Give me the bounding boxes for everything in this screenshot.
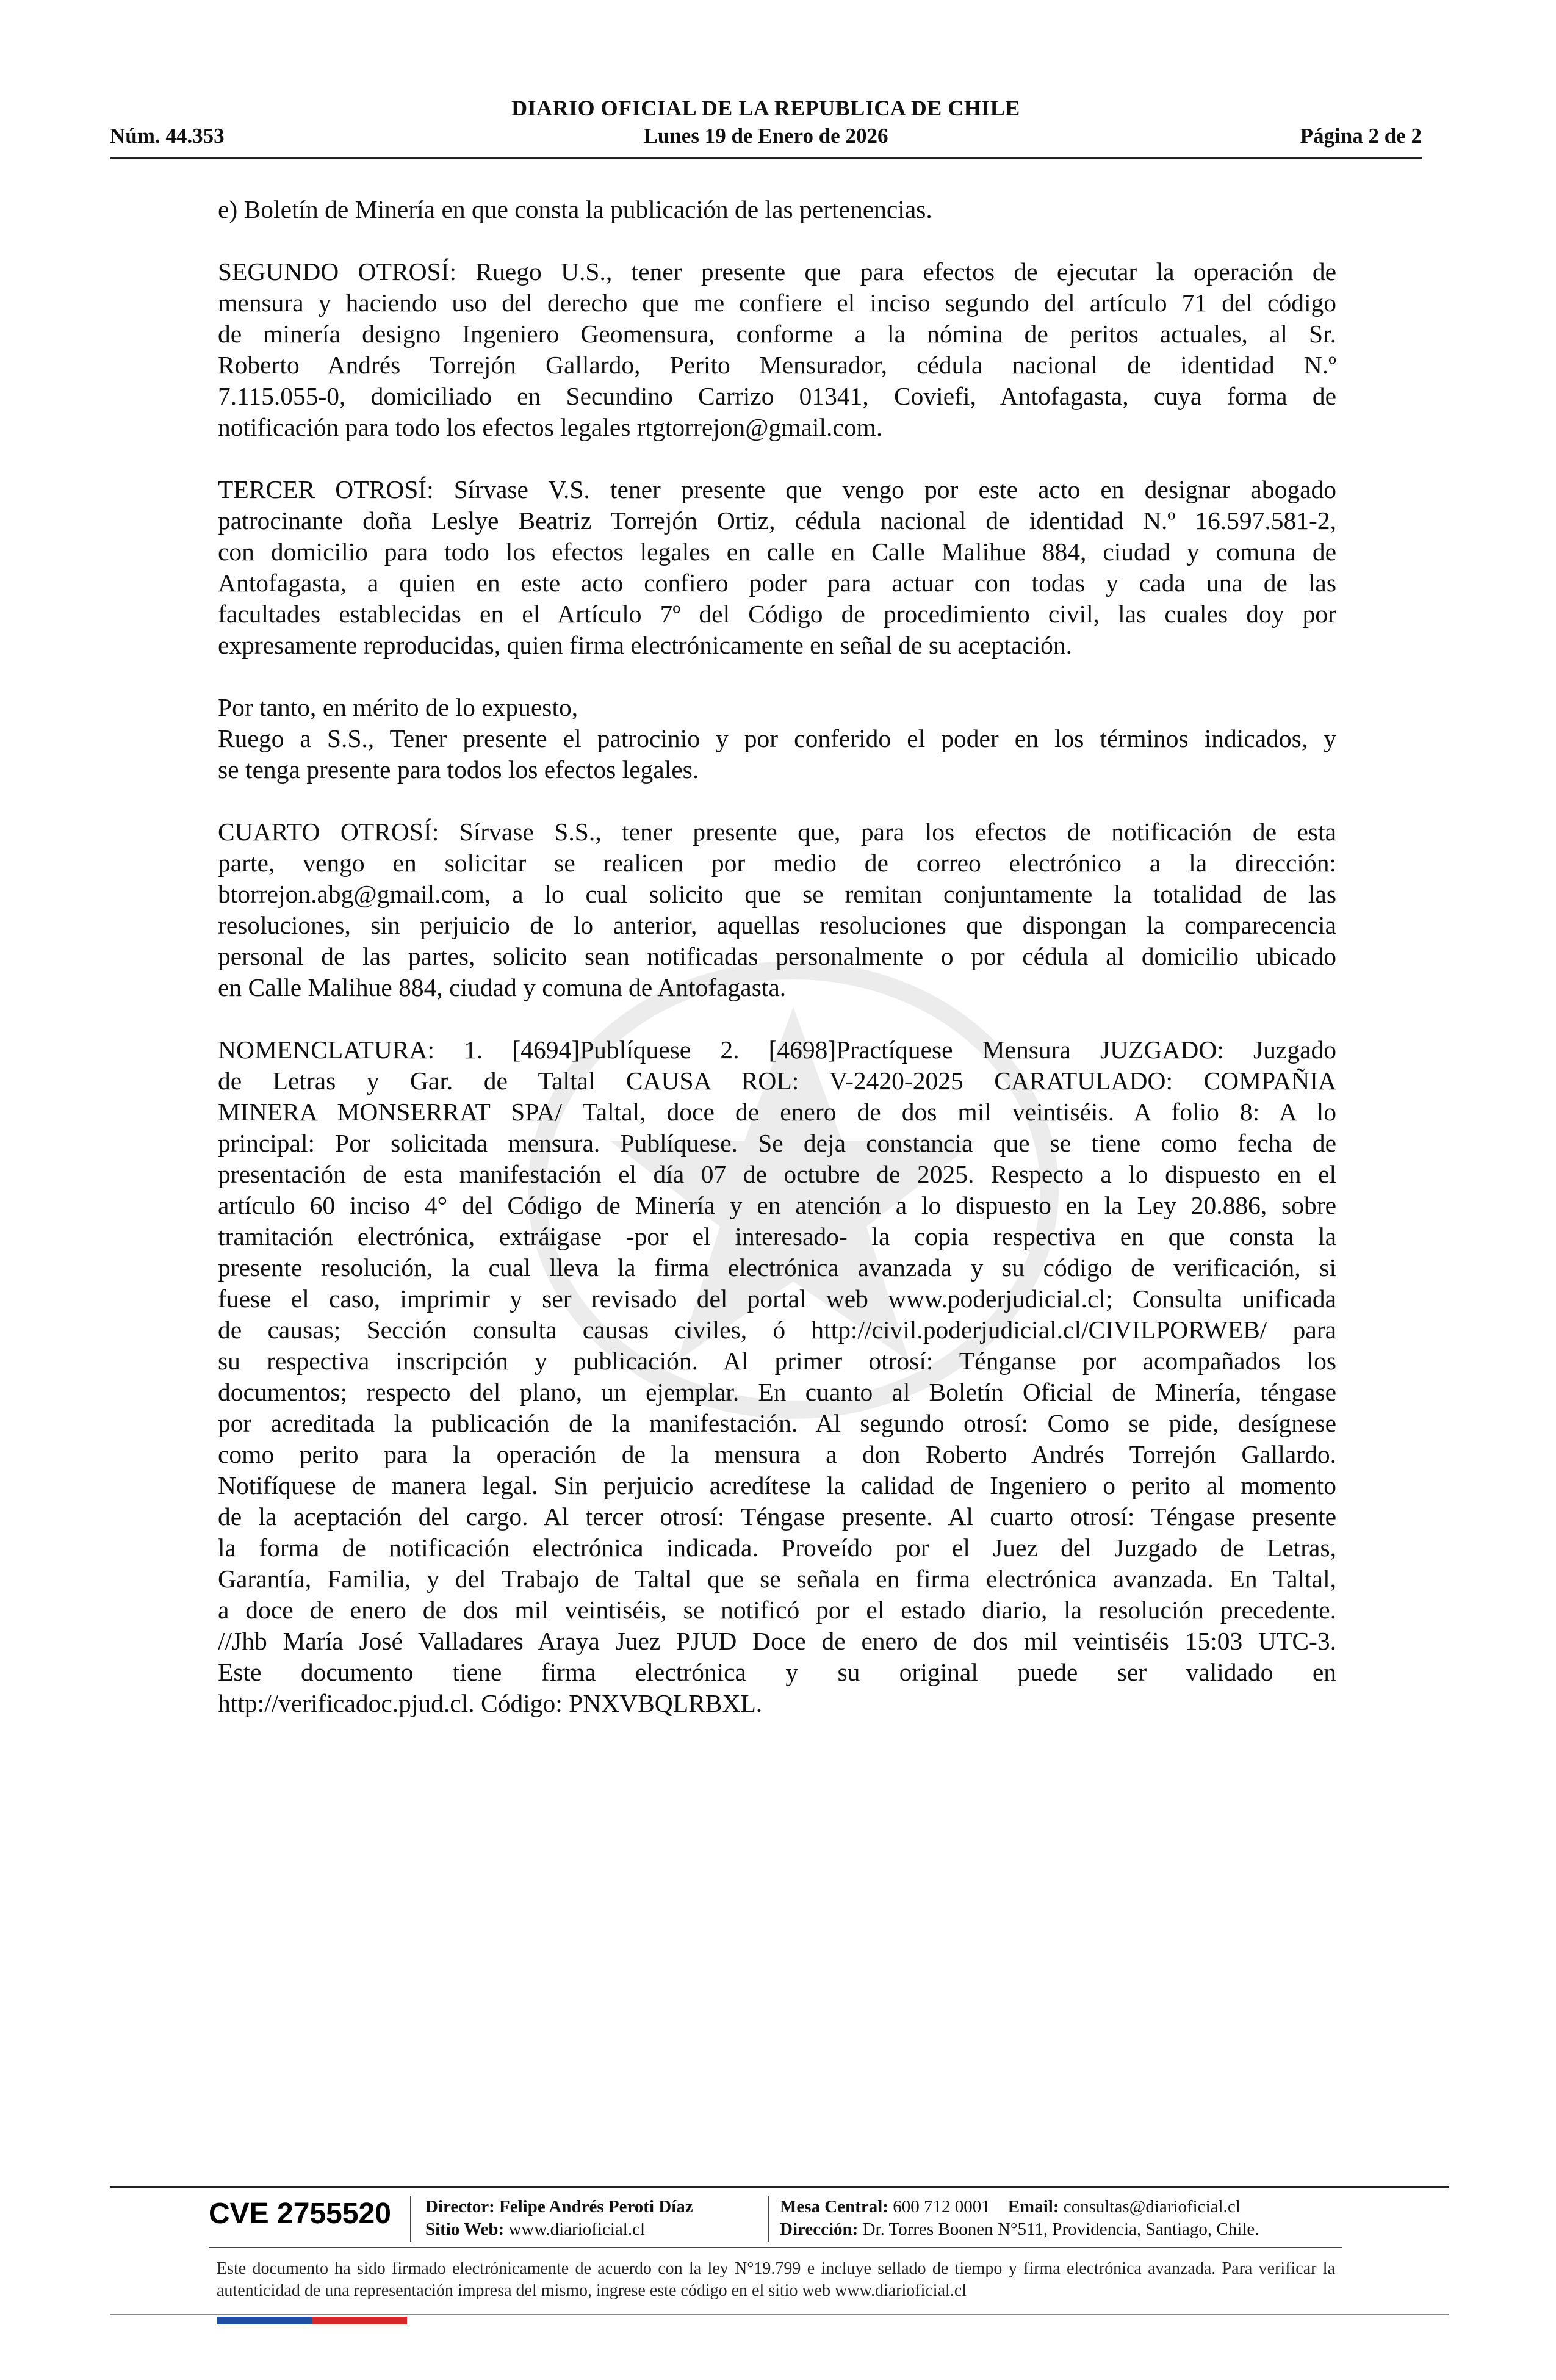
text-line: personal de las partes, solicito sean notificadas personalmente o por cédula al domicilio ubicado bbox=[218, 942, 1336, 970]
text-line: Garantía, Familia, y del Trabajo de Taltal que se señala en firma electrónica avanzada. En Taltal, bbox=[218, 1565, 1336, 1593]
text-line: de minería designo Ingeniero Geomensura, conforme a la nómina de peritos actuales, al Sr. bbox=[218, 320, 1336, 348]
mesa-central-label: Mesa Central: bbox=[780, 2197, 888, 2216]
text-line: 7.115.055-0, domiciliado en Secundino Carrizo 01341, Coviefi, Antofagasta, cuya forma de bbox=[218, 382, 1336, 410]
issue-date: Lunes 19 de Enero de 2026 bbox=[643, 124, 888, 148]
address-label: Dirección: bbox=[780, 2220, 859, 2239]
text-line: fuese el caso, imprimir y ser revisado del portal web www.poderjudicial.cl; Consulta unificada bbox=[218, 1285, 1336, 1313]
electronic-signature-note: Este documento ha sido firmado electrónicamente de acuerdo con la ley N°19.799 e incluye sellado de tiempo y firma electrónica avanzada. Para verificar la autenticidad de una representación impresa del mismo, ingrese este código en el sitio web www.diarioficial.cl bbox=[217, 2259, 1335, 2300]
footer-inner-divider bbox=[209, 2247, 1342, 2248]
footer-address bbox=[780, 2218, 1259, 2241]
footer-director bbox=[425, 2195, 693, 2218]
director-label: Director: Felipe Andrés Peroti Díaz bbox=[425, 2197, 693, 2216]
email-link[interactable]: consultas@diarioficial.cl bbox=[1063, 2197, 1241, 2216]
text-line: mensura y haciendo uso del derecho que me confiere el inciso segundo del artículo 71 del código bbox=[218, 289, 1336, 317]
text-line: se tenga presente para todos los efectos legales. bbox=[218, 755, 699, 784]
paragraph-boletin bbox=[218, 194, 1336, 225]
text-line: notificación para todo los efectos legales rtgtorrejon@gmail.com. bbox=[218, 413, 883, 441]
text-line: //Jhb María José Valladares Araya Juez PJUD Doce de enero de dos mil veintiséis 15:03 UTC-3. bbox=[218, 1627, 1336, 1655]
text-line: Ruego a S.S., Tener presente el patrocinio y por conferido el poder en los términos indicados, y bbox=[218, 724, 1336, 752]
text-line: Por tanto, en mérito de lo expuesto, bbox=[218, 693, 578, 721]
text-line: facultades establecidas en el Artículo 7º del Código de procedimiento civil, las cuales doy por bbox=[218, 600, 1336, 628]
text-line: de la aceptación del cargo. Al tercer otrosí: Téngase presente. Al cuarto otrosí: Téngase presente bbox=[218, 1502, 1336, 1531]
text-line: Roberto Andrés Torrejón Gallardo, Perito Mensurador, cédula nacional de identidad N.º bbox=[218, 351, 1336, 379]
document-body bbox=[218, 194, 1336, 1750]
mesa-central-phone: 600 712 0001 bbox=[893, 2197, 990, 2216]
text-line: http://verificadoc.pjud.cl. Código: PNXVBQLRBXL. bbox=[218, 1689, 763, 1717]
text-line: Notifíquese de manera legal. Sin perjuicio acredítese la calidad de Ingeniero o perito al momento bbox=[218, 1471, 1336, 1499]
text-line: presentación de esta manifestación el día 07 de octubre de 2025. Respecto a lo dispuesto en el bbox=[218, 1160, 1336, 1188]
paragraph-segundo-otrosi bbox=[218, 256, 1336, 443]
paragraph-cuarto-otrosi bbox=[218, 817, 1336, 1003]
flag-red-segment bbox=[312, 2317, 407, 2324]
text-line: de causas; Sección consulta causas civiles, ó http://civil.poderjudicial.cl/CIVILPORWEB/ para bbox=[218, 1316, 1336, 1344]
text-line: e) Boletín de Minería en que consta la publicación de las pertenencias. bbox=[218, 195, 932, 223]
text-line: artículo 60 inciso 4° del Código de Minería y en atención a lo dispuesto en la Ley 20.886, sobre bbox=[218, 1191, 1336, 1219]
page-header bbox=[110, 90, 1422, 157]
website-link[interactable]: www.diarioficial.cl bbox=[508, 2220, 646, 2239]
text-line: la forma de notificación electrónica indicada. Proveído por el Juez del Juzgado de Letras, bbox=[218, 1534, 1336, 1562]
text-line: su respectiva inscripción y publicación. Al primer otrosí: Ténganse por acompañados los bbox=[218, 1347, 1336, 1375]
text-line: tramitación electrónica, extráigase -por el interesado- la copia respectiva en que consta la bbox=[218, 1222, 1336, 1250]
paragraph-por-tanto bbox=[218, 692, 1336, 785]
text-line: presente resolución, la cual lleva la firma electrónica avanzada y su código de verificación, si bbox=[218, 1253, 1336, 1282]
text-line: resoluciones, sin perjuicio de lo anterior, aquellas resoluciones que dispongan la comparecencia bbox=[218, 911, 1336, 939]
text-line: en Calle Malihue 884, ciudad y comuna de Antofagasta. bbox=[218, 973, 787, 1001]
footer-divider bbox=[110, 2186, 1449, 2188]
text-line: NOMENCLATURA: 1. [4694]Publíquese 2. [4698]Practíquese Mensura JUZGADO: Juzgado bbox=[218, 1036, 1336, 1064]
footer-contact bbox=[780, 2195, 1241, 2218]
text-line: con domicilio para todo los efectos legales en calle en Calle Malihue 884, ciudad y comuna de bbox=[218, 538, 1336, 566]
text-line: MINERA MONSERRAT SPA/ Taltal, doce de enero de dos mil veintiséis. A folio 8: A lo bbox=[218, 1098, 1336, 1126]
text-line: documentos; respecto del plano, un ejemplar. En cuanto al Boletín Oficial de Minería, téngase bbox=[218, 1378, 1336, 1406]
header-divider bbox=[110, 157, 1422, 159]
text-line: Antofagasta, a quien en este acto confiero poder para actuar con todas y cada una de las bbox=[218, 569, 1336, 597]
text-line: parte, vengo en solicitar se realicen por medio de correo electrónico a la dirección: bbox=[218, 849, 1336, 877]
footer-website bbox=[425, 2218, 645, 2241]
text-line: SEGUNDO OTROSÍ: Ruego U.S., tener presente que para efectos de ejecutar la operación de bbox=[218, 258, 1336, 286]
issue-number: Núm. 44.353 bbox=[110, 124, 225, 148]
text-line: expresamente reproducidas, quien firma electrónicamente en señal de su aceptación. bbox=[218, 631, 1072, 659]
text-line: de Letras y Gar. de Taltal CAUSA ROL: V-2420-2025 CARATULADO: COMPAÑIA bbox=[218, 1067, 1336, 1095]
website-label: Sitio Web: bbox=[425, 2220, 505, 2239]
address-value: Dr. Torres Boonen N°511, Providencia, Santiago, Chile. bbox=[862, 2220, 1259, 2239]
footer-bottom-rule bbox=[110, 2314, 1449, 2315]
text-line: como perito para la operación de la mensura a don Roberto Andrés Torrejón Gallardo. bbox=[218, 1440, 1336, 1468]
text-line: TERCER OTROSÍ: Sírvase V.S. tener presente que vengo por este acto en designar abogado bbox=[218, 475, 1336, 503]
cve-code: CVE 2755520 bbox=[209, 2198, 391, 2230]
text-line: Este documento tiene firma electrónica y su original puede ser validado en bbox=[218, 1658, 1336, 1686]
text-line: a doce de enero de dos mil veintiséis, se notificó por el estado diario, la resolución precedente. bbox=[218, 1596, 1336, 1624]
footer-separator bbox=[768, 2196, 769, 2242]
text-line: CUARTO OTROSÍ: Sírvase S.S., tener presente que, para los efectos de notificación de esta bbox=[218, 818, 1336, 846]
text-line: principal: Por solicitada mensura. Publíquese. Se deja constancia que se tiene como fecha de bbox=[218, 1129, 1336, 1157]
publication-title: DIARIO OFICIAL DE LA REPUBLICA DE CHILE bbox=[511, 96, 1020, 120]
text-line: por acreditada la publicación de la manifestación. Al segundo otrosí: Como se pide, desígnese bbox=[218, 1409, 1336, 1437]
footer-separator bbox=[410, 2196, 411, 2242]
page-indicator: Página 2 de 2 bbox=[1300, 124, 1422, 148]
text-line: patrocinante doña Leslye Beatriz Torrejón Ortiz, cédula nacional de identidad N.º 16.597.581-2, bbox=[218, 507, 1336, 535]
email-label: Email: bbox=[1007, 2197, 1059, 2216]
text-line: btorrejon.abg@gmail.com, a lo cual solicito que se remitan conjuntamente la totalidad de las bbox=[218, 880, 1336, 908]
paragraph-tercer-otrosi bbox=[218, 474, 1336, 661]
flag-stripe bbox=[217, 2317, 407, 2324]
flag-blue-segment bbox=[217, 2317, 312, 2324]
paragraph-nomenclatura bbox=[218, 1034, 1336, 1719]
